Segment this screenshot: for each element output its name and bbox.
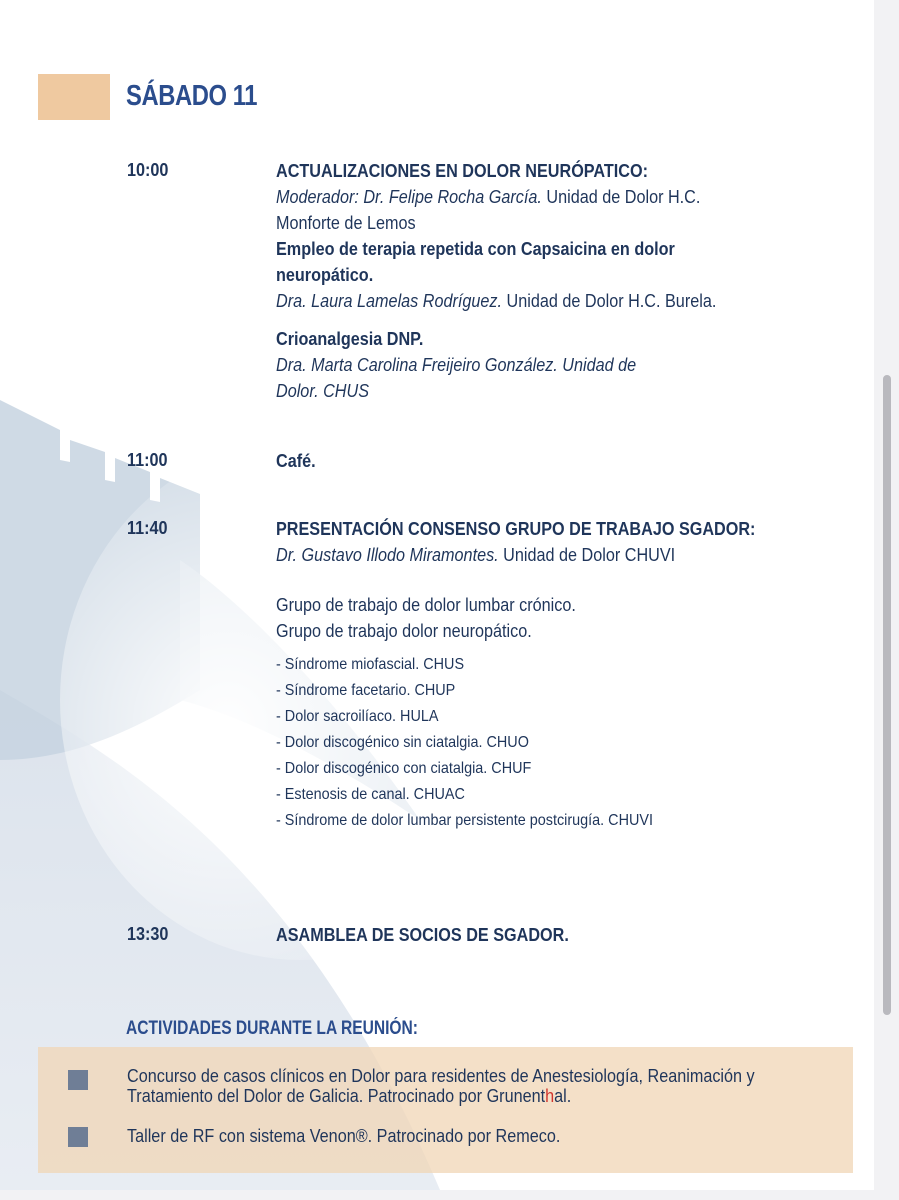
scrollbar-track[interactable] [874, 0, 899, 1200]
moderator-unit-line2: Monforte de Lemos [276, 213, 416, 233]
list-item: - Síndrome miofascial. CHUS [276, 656, 465, 673]
activity-line: Concurso de casos clínicos en Dolor para residentes de Anestesiología, Reanimación y [127, 1066, 755, 1086]
speaker-line [276, 542, 755, 568]
talk-speaker: Dra. Marta Carolina Freijeiro González. Unidad de [276, 355, 637, 375]
day-title: SÁBADO 11 [126, 80, 258, 112]
session-time: 11:40 [127, 518, 168, 538]
activity-item: Taller de RF con sistema Venon®. Patrocinado por Remeco. [127, 1126, 561, 1146]
activity-text: Tratamiento del Dolor de Galicia. Patrocinado por Grunent [127, 1086, 546, 1106]
session-time: 10:00 [127, 160, 169, 180]
activity-line [127, 1086, 811, 1106]
session-title: Café. [276, 451, 316, 471]
talk-title: Empleo de terapia repetida con Capsaicina en dolor [276, 239, 675, 259]
moderator-name: Moderador: Dr. Felipe Rocha García. [276, 187, 542, 207]
talk-speaker-line2: Dolor. CHUS [276, 381, 370, 401]
session-10-block [276, 158, 716, 404]
talk-unit: Unidad de Dolor H.C. Burela. [502, 291, 717, 311]
session-1140-block [276, 516, 755, 834]
moderator-line [276, 184, 716, 210]
speaker-name: Dr. Gustavo Illodo Miramontes. [276, 545, 499, 565]
activities-title: ACTIVIDADES DURANTE LA REUNIÓN: [126, 1018, 418, 1039]
bullet-square [68, 1127, 88, 1147]
activity-text: al. [554, 1086, 572, 1106]
speaker-unit: Unidad de Dolor CHUVI [498, 545, 676, 565]
moderator-unit: Unidad de Dolor H.C. [541, 187, 701, 207]
session-title: ACTUALIZACIONES EN DOLOR NEURÓPATICO: [276, 161, 648, 181]
scrollbar-thumb[interactable] [883, 375, 891, 1015]
list-item: - Síndrome facetario. CHUP [276, 682, 456, 699]
list-item: - Síndrome de dolor lumbar persistente postcirugía. CHUVI [276, 812, 653, 829]
talk-title: Crioanalgesia DNP. [276, 329, 424, 349]
session-time: 13:30 [127, 924, 169, 944]
talk-title-line2: neuropático. [276, 265, 374, 285]
talk-speaker: Dra. Laura Lamelas Rodríguez. [276, 291, 503, 311]
group-name: Grupo de trabajo de dolor lumbar crónico. [276, 595, 576, 615]
group-name: Grupo de trabajo dolor neuropático. [276, 621, 532, 641]
list-item: - Estenosis de canal. CHUAC [276, 786, 465, 803]
session-time: 11:00 [127, 450, 168, 470]
topic-list [276, 652, 755, 834]
list-item: - Dolor sacroilíaco. HULA [276, 708, 439, 725]
day-accent-square [38, 74, 110, 120]
talk-speaker-line [276, 288, 716, 314]
session-title: ASAMBLEA DE SOCIOS DE SGADOR. [276, 925, 569, 945]
activity-item [127, 1066, 811, 1106]
list-item: - Dolor discogénico con ciatalgia. CHUF [276, 760, 532, 777]
session-title: PRESENTACIÓN CONSENSO GRUPO DE TRABAJO SGADOR: [276, 519, 756, 539]
activity-highlight: h [545, 1086, 555, 1106]
bullet-square [68, 1070, 88, 1090]
list-item: - Dolor discogénico sin ciatalgia. CHUO [276, 734, 529, 751]
